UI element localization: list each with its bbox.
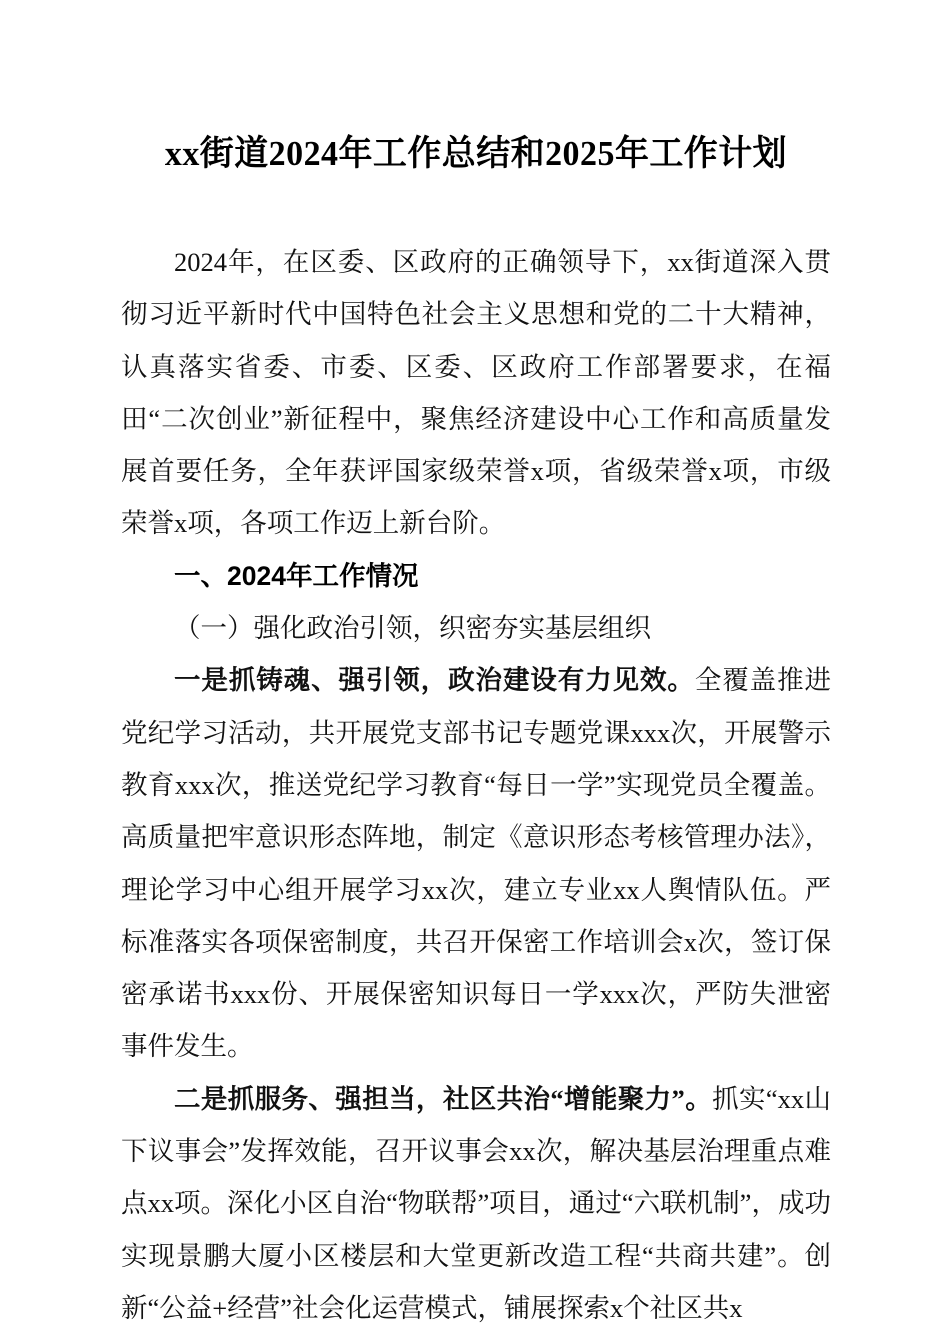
- paragraph-point-one: [121, 654, 831, 1072]
- paragraph-point-one-lead: 一是抓铸魂、强引领，政治建设有力见效。: [174, 665, 695, 696]
- paragraph-point-one-body: 全覆盖推进党纪学习活动，共开展党支部书记专题党课xxx次，开展警示教育xxx次，推送党纪学习教育“每日一学”实现党员全覆盖。高质量把牢意识形态阵地，制定《意识形态考核管理办法》，理论学习中心组开展学习xx次，建立专业xx人舆情队伍。严标准落实各项保密制度，共召开保密工作培训会x次，签订保密承诺书xxx份、开展保密知识每日一学xxx次，严防失泄密事件发生。: [121, 665, 832, 1062]
- page-title: xx街道2024年工作总结和2025年工作计划: [164, 134, 788, 173]
- section-heading-level-1: 一、2024年工作情况: [174, 560, 419, 591]
- document-content: [121, 0, 831, 1334]
- paragraph-point-two-body: 抓实“xx山下议事会”发挥效能，召开议事会xx次，解决基层治理重点难点xx项。深化小区自治“物联帮”项目，通过“六联机制”，成功实现景鹏大厦小区楼层和大堂更新改造工程“共商共建”。创新“公益+经营”社会化运营模式，铺展探索x个社区共x: [121, 1083, 832, 1323]
- paragraph-point-two-lead: 二是抓服务、强担当，社区共治“增能聚力”。: [174, 1083, 713, 1114]
- paragraph-intro: 2024年，在区委、区政府的正确领导下，xx街道深入贯彻习近平新时代中国特色社会主义思想和党的二十大精神，认真落实省委、市委、区委、区政府工作部署要求，在福田“二次创业”新征程中，聚焦经济建设中心工作和高质量发展首要任务，全年获评国家级荣誉x项，省级荣誉x项，市级荣誉x项，各项工作迈上新台阶。: [121, 247, 831, 539]
- section-heading-level-2: （一）强化政治引领，织密夯实基层组织: [174, 613, 651, 644]
- paragraph-point-two: [121, 1073, 831, 1334]
